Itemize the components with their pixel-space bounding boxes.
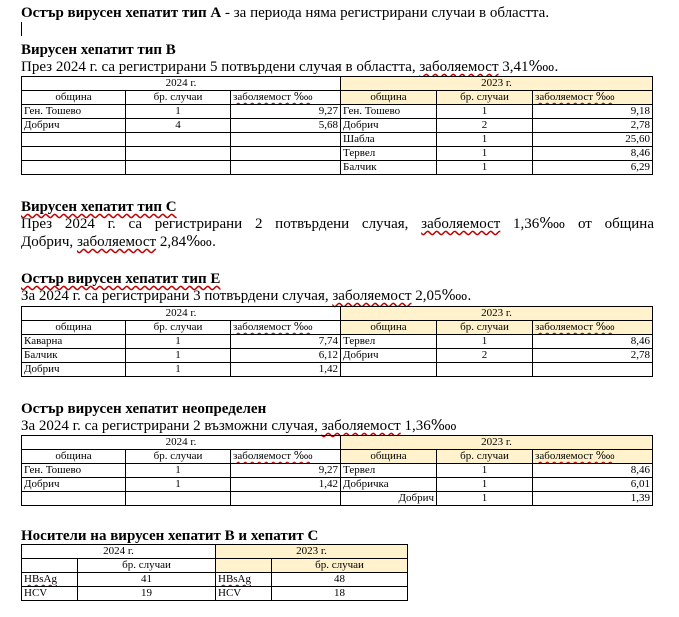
table-cell: 7,74 xyxy=(231,335,341,349)
table-cell: 1,42 xyxy=(231,363,341,377)
table-cell: Тервел xyxy=(341,335,437,349)
hepatitis-unspecified-title: Остър вирусен хепатит неопределен xyxy=(21,401,267,417)
table-cell: 25,60 xyxy=(533,133,653,147)
column-header: община xyxy=(341,450,437,464)
table-cell: 2 xyxy=(437,119,533,133)
hepatitis-b-table xyxy=(21,76,653,175)
empty-cell xyxy=(22,147,126,161)
column-header: бр. случаи xyxy=(437,91,533,105)
carriers-table xyxy=(21,544,408,601)
column-header: община xyxy=(22,321,126,335)
table-cell: 9,27 xyxy=(231,464,341,478)
year-2023-header: 2023 г. xyxy=(341,307,653,321)
empty-cell xyxy=(126,492,231,506)
table-cell: Добрич xyxy=(22,119,126,133)
hepatitis-c-line1-spellcheck: заболяемост xyxy=(421,216,501,232)
table-cell: HCV xyxy=(216,587,272,601)
text-cursor xyxy=(21,22,22,36)
hepatitis-c-line2-spellcheck: заболяемост xyxy=(76,234,157,250)
table-cell: Ген. Тошево xyxy=(341,105,437,119)
year-2023-header: 2023 г. xyxy=(341,77,653,91)
hepatitis-unspecified-text xyxy=(21,418,457,435)
hepatitis-e-text-spellcheck: заболяемост xyxy=(332,288,412,304)
empty-cell xyxy=(437,363,533,377)
column-header: заболяемост ‱ xyxy=(533,450,653,464)
table-row xyxy=(22,105,653,119)
table-cell: 1 xyxy=(437,478,533,492)
table-cell: Ген. Тошево xyxy=(22,464,126,478)
table-cell: Добрич xyxy=(22,363,126,377)
hepatitis-e-title: Остър вирусен хепатит тип Е xyxy=(21,271,221,287)
hepatitis-b-text xyxy=(21,59,558,76)
table-row xyxy=(22,492,653,506)
table-cell: 9,27 xyxy=(231,105,341,119)
hepatitis-e-text-pre: За 2024 г. са регистрирани 3 потвърдени случая, xyxy=(21,288,333,304)
column-header: бр. случаи xyxy=(126,450,231,464)
table-row xyxy=(22,587,408,601)
table-cell: 8,46 xyxy=(533,464,653,478)
table-cell: Шабла xyxy=(341,133,437,147)
table-row xyxy=(22,335,653,349)
empty-cell xyxy=(341,363,437,377)
table-cell: 1 xyxy=(126,335,231,349)
table-cell: 19 xyxy=(78,587,216,601)
year-2024-header: 2024 г. xyxy=(22,77,341,91)
column-header: бр. случаи xyxy=(78,559,216,573)
hepatitis-unspecified-text-post: 1,36‱ xyxy=(400,418,457,434)
table-cell: 1 xyxy=(437,105,533,119)
empty-cell xyxy=(22,492,126,506)
table-cell: 18 xyxy=(272,587,408,601)
column-header: община xyxy=(22,450,126,464)
table-row xyxy=(22,573,408,587)
table-cell: 5,68 xyxy=(231,119,341,133)
table-row xyxy=(22,119,653,133)
empty-cell xyxy=(22,559,78,573)
empty-cell xyxy=(231,492,341,506)
table-row xyxy=(22,349,653,363)
column-header: заболяемост ‱ xyxy=(231,321,341,335)
table-cell: 8,46 xyxy=(533,147,653,161)
column-header: бр. случаи xyxy=(272,559,408,573)
hepatitis-unspecified-table xyxy=(21,435,653,506)
hepatitis-unspecified-text-spellcheck: заболяемост xyxy=(321,418,401,434)
hepatitis-a-title: Остър вирусен хепатит тип А xyxy=(21,5,222,21)
table-cell: HBsAg xyxy=(216,573,272,587)
column-header: община xyxy=(341,321,437,335)
column-header: бр. случаи xyxy=(437,450,533,464)
empty-cell xyxy=(216,559,272,573)
empty-cell xyxy=(231,133,341,147)
table-cell: 6,01 xyxy=(533,478,653,492)
hepatitis-b-text-spellcheck: заболяемост xyxy=(419,59,499,75)
table-cell: Тервел xyxy=(341,464,437,478)
table-cell: Добрич xyxy=(22,478,126,492)
hepatitis-unspecified-text-pre: За 2024 г. са регистрирани 2 възможни случая, xyxy=(21,418,322,434)
empty-cell xyxy=(231,147,341,161)
column-header: община xyxy=(22,91,126,105)
hepatitis-b-title: Вирусен хепатит тип В xyxy=(21,42,176,58)
table-cell: 1 xyxy=(126,464,231,478)
table-cell: 1 xyxy=(437,492,533,506)
hepatitis-a-paragraph xyxy=(21,5,549,22)
column-header: заболяемост ‱ xyxy=(533,91,653,105)
hepatitis-b-text-pre: През 2024 г. са регистрирани 5 потвърдени случая в областта, xyxy=(21,59,420,75)
table-cell: 41 xyxy=(78,573,216,587)
hepatitis-b-text-post: 3,41‱. xyxy=(498,59,559,75)
hepatitis-e-text xyxy=(21,288,471,305)
year-2023-header: 2023 г. xyxy=(341,436,653,450)
column-header: бр. случаи xyxy=(437,321,533,335)
hepatitis-a-text: - за периода няма регистрирани случаи в областта. xyxy=(221,5,550,21)
column-header: община xyxy=(341,91,437,105)
table-cell: HCV xyxy=(22,587,78,601)
year-2024-header: 2024 г. xyxy=(22,436,341,450)
empty-cell xyxy=(126,161,231,175)
year-2023-header: 2023 г. xyxy=(216,545,408,559)
table-cell: Добрич xyxy=(341,119,437,133)
table-cell: 1,39 xyxy=(533,492,653,506)
table-cell: 2,78 xyxy=(533,349,653,363)
table-cell: 1 xyxy=(126,363,231,377)
table-cell: 2 xyxy=(437,349,533,363)
table-cell: 1 xyxy=(437,147,533,161)
hepatitis-c-line2-pre: Добрич, xyxy=(21,234,77,250)
table-cell: Каварна xyxy=(22,335,126,349)
empty-cell xyxy=(533,363,653,377)
table-row xyxy=(22,478,653,492)
column-header: бр. случаи xyxy=(126,91,231,105)
table-cell: 1 xyxy=(437,161,533,175)
hepatitis-e-table xyxy=(21,306,653,377)
table-row xyxy=(22,464,653,478)
table-cell: Добричка xyxy=(341,478,437,492)
hepatitis-c-line2-post: 2,84‱. xyxy=(156,234,216,250)
table-cell: Балчик xyxy=(22,349,126,363)
empty-cell xyxy=(22,133,126,147)
table-row xyxy=(22,133,653,147)
hepatitis-c-line1-pre: През 2024 г. са регистрирани 2 потвърдени случая, xyxy=(21,216,422,232)
table-cell: 1 xyxy=(126,105,231,119)
table-cell: 2,78 xyxy=(533,119,653,133)
hepatitis-c-line1 xyxy=(21,216,654,233)
table-cell: 6,29 xyxy=(533,161,653,175)
table-cell: 1 xyxy=(126,478,231,492)
table-cell: 8,46 xyxy=(533,335,653,349)
table-cell: 1 xyxy=(437,464,533,478)
table-cell: 6,12 xyxy=(231,349,341,363)
empty-cell xyxy=(126,147,231,161)
table-cell: 4 xyxy=(126,119,231,133)
hepatitis-e-text-post: 2,05‱. xyxy=(411,288,472,304)
table-cell: 1 xyxy=(437,335,533,349)
column-header: заболяемост ‱ xyxy=(533,321,653,335)
table-cell: Балчик xyxy=(341,161,437,175)
table-row xyxy=(22,147,653,161)
empty-cell xyxy=(22,161,126,175)
table-cell: Добрич xyxy=(341,349,437,363)
table-cell: Тервел xyxy=(341,147,437,161)
column-header: бр. случаи xyxy=(126,321,231,335)
table-cell: Добрич xyxy=(341,492,437,506)
hepatitis-c-line2 xyxy=(21,234,216,251)
year-2024-header: 2024 г. xyxy=(22,307,341,321)
table-row xyxy=(22,363,653,377)
table-cell: HBsAg xyxy=(22,573,78,587)
hepatitis-c-line1-post: 1,36‱ от община xyxy=(500,216,654,232)
table-cell: 1 xyxy=(437,133,533,147)
table-cell: 1 xyxy=(126,349,231,363)
table-cell: 48 xyxy=(272,573,408,587)
table-cell: 1,42 xyxy=(231,478,341,492)
column-header: заболяемост ‱ xyxy=(231,91,341,105)
column-header: заболяемост ‱ xyxy=(231,450,341,464)
carriers-title: Носители на вирусен хепатит В и хепатит С xyxy=(21,528,319,544)
empty-cell xyxy=(126,133,231,147)
hepatitis-c-title: Вирусен хепатит тип С xyxy=(21,199,177,215)
year-2024-header: 2024 г. xyxy=(22,545,216,559)
table-row xyxy=(22,161,653,175)
table-cell: Ген. Тошево xyxy=(22,105,126,119)
empty-cell xyxy=(231,161,341,175)
table-cell: 9,18 xyxy=(533,105,653,119)
